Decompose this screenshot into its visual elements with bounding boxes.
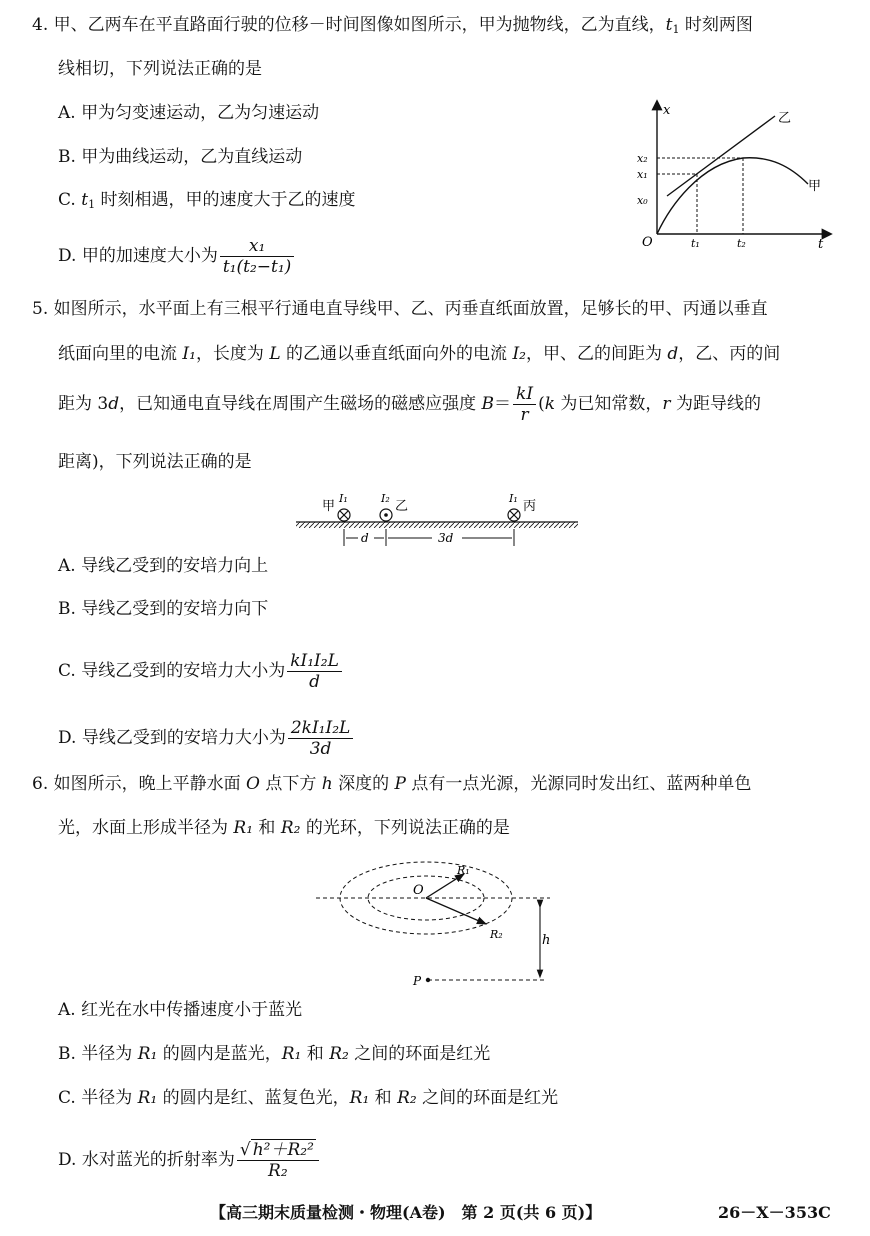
q6-option-a: A. 红光在水中传播速度小于蓝光 bbox=[58, 1000, 303, 1020]
label-yi: 乙 bbox=[778, 111, 792, 126]
q5-stem-line2: 纸面向里的电流 I₁，长度为 L 的乙通以垂直纸面向外的电流 I₂，甲、乙的间距为 d，乙、丙的间 bbox=[58, 344, 781, 364]
q5-option-d: D. 导线乙受到的安培力大小为 $\frac{\text{2kI₁I₂L}}{3d}$ bbox=[58, 718, 355, 759]
tick-x1: x₁ bbox=[637, 168, 648, 181]
label-R2: R₂ bbox=[490, 928, 503, 941]
label-P: P bbox=[413, 974, 422, 988]
light-source-P bbox=[426, 978, 430, 982]
q6-option-d: D. 水对蓝光的折射率为 $\frac{\text{√ h²＋R₂²}}{\text{R₂}}$ bbox=[58, 1140, 321, 1181]
page-footer-code: 26－X－353C bbox=[718, 1203, 831, 1222]
q4-stem-line2: 线相切，下列说法正确的是 bbox=[58, 59, 262, 79]
q5-option-c: C. 导线乙受到的安培力大小为 $\frac{\text{kI₁I₂L}}{d}$ bbox=[58, 651, 344, 692]
q6-light-ring-figure bbox=[314, 858, 552, 990]
q6-option-b: B. 半径为 R₁ 的圆内是蓝光，R₁ 和 R₂ 之间的环面是红光 bbox=[58, 1044, 491, 1064]
label-jia: 甲 bbox=[808, 179, 822, 194]
q5-option-b: B. 导线乙受到的安培力向下 bbox=[58, 599, 269, 619]
q4-option-a: A. 甲为匀变速运动，乙为匀速运动 bbox=[58, 103, 320, 123]
label-jia: 甲 bbox=[322, 499, 336, 514]
q4-xt-graph bbox=[630, 96, 840, 256]
q4-option-d: D. 甲的加速度大小为 $\frac{\text{x₁}}{\text{t₁(t₂−t₁)}}$ bbox=[58, 236, 296, 277]
curve-jia bbox=[657, 158, 808, 234]
q5-d-fraction: $\frac{\text{2kI₁I₂L}}{3d}$ bbox=[288, 718, 353, 759]
label-I1-bing: I₁ bbox=[509, 492, 518, 505]
tick-t1: t₁ bbox=[691, 237, 700, 250]
tick-x0: x₀ bbox=[637, 194, 648, 207]
wire-yi-out-of-page bbox=[380, 509, 392, 521]
label-h: h bbox=[542, 933, 551, 948]
tick-t2: t₂ bbox=[737, 237, 746, 250]
q5-wires-figure bbox=[294, 488, 584, 550]
q5-stem-line3: 距为 3d，已知通电直导线在周围产生磁场的磁感应强度 B＝ $\frac{kI}{r}$ (k 为已知常数，r 为距导线的 bbox=[58, 384, 761, 425]
label-I2: I₂ bbox=[381, 492, 390, 505]
x-axis-label: t bbox=[818, 237, 824, 252]
q5-stem-line4: 距离)，下列说法正确的是 bbox=[58, 452, 252, 472]
ground-hatch bbox=[296, 522, 578, 528]
tick-x2: x₂ bbox=[637, 152, 648, 165]
y-axis-label: x bbox=[663, 103, 671, 118]
q5-c-fraction: $\frac{\text{kI₁I₂L}}{d}$ bbox=[287, 651, 342, 692]
q6-d-fraction: $\frac{\text{√ h²＋R₂²}}{\text{R₂}}$ bbox=[237, 1140, 319, 1181]
q4-d-fraction: $\frac{\text{x₁}}{\text{t₁(t₂−t₁)}}$ bbox=[220, 236, 294, 277]
label-bing: 丙 bbox=[523, 499, 537, 514]
label-3d: 3d bbox=[438, 531, 454, 545]
label-R1: R₁ bbox=[457, 864, 470, 877]
q6-option-c: C. 半径为 R₁ 的圆内是红、蓝复色光，R₁ 和 R₂ 之间的环面是红光 bbox=[58, 1088, 559, 1108]
label-I1-jia: I₁ bbox=[339, 492, 348, 505]
q4-option-b: B. 甲为曲线运动，乙为直线运动 bbox=[58, 147, 303, 167]
origin-label: O bbox=[642, 235, 653, 250]
label-O: O bbox=[413, 883, 424, 898]
q6-stem-line2: 光，水面上形成半径为 R₁ 和 R₂ 的光环，下列说法正确的是 bbox=[58, 818, 510, 838]
q4-option-c: C. $t_1$ 时刻相遇，甲的速度大于乙的速度 bbox=[58, 190, 356, 211]
radius-R1 bbox=[426, 874, 464, 898]
label-d: d bbox=[361, 531, 369, 545]
q5-stem-line1: 5. 如图所示，水平面上有三根平行通电直导线甲、乙、丙垂直纸面放置，足够长的甲、丙通以垂直 bbox=[32, 299, 768, 319]
q5-option-a: A. 导线乙受到的安培力向上 bbox=[58, 556, 269, 576]
page-footer-title: 【高三期末质量检测・物理(A卷) 第 2 页(共 6 页)】 bbox=[210, 1203, 602, 1222]
wire-bing-into-page bbox=[508, 509, 520, 521]
label-yi: 乙 bbox=[395, 499, 409, 514]
line-yi bbox=[667, 116, 775, 196]
q6-stem-line1: 6. 如图所示，晚上平静水面 O 点下方 h 深度的 P 点有一点光源，光源同时发出红、蓝两种单色 bbox=[32, 774, 752, 794]
wire-jia-into-page bbox=[338, 509, 350, 521]
q5-b-fraction: $\frac{kI}{r}$ bbox=[513, 384, 536, 425]
q4-stem-line1: 4. 甲、乙两车在平直路面行驶的位移－时间图像如图所示，甲为抛物线，乙为直线，$t_1$ 时刻两图 bbox=[32, 15, 753, 36]
